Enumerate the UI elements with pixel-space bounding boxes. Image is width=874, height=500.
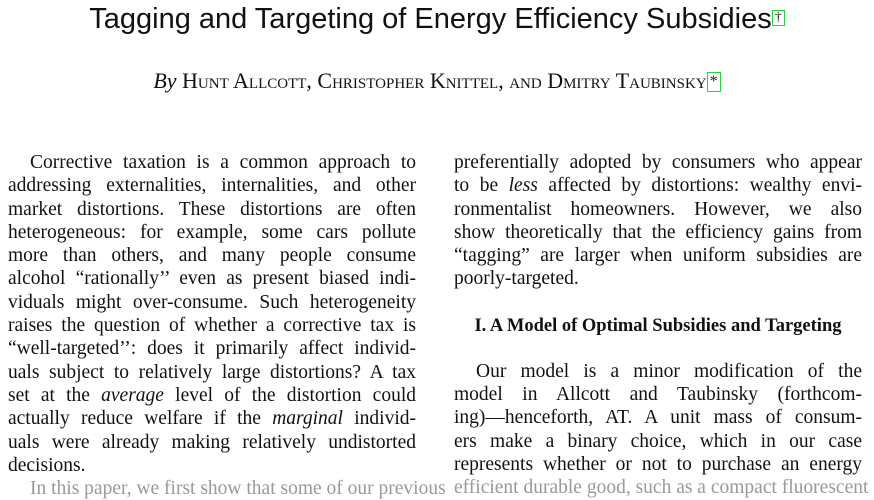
intro-paragraph — [8, 151, 446, 500]
paper-title — [0, 0, 874, 38]
text-line-partial: efficient durable good, such as a compact fluorescent — [454, 477, 869, 499]
text-line: model in Allcott and Taubinsky (forthcom- — [454, 384, 862, 406]
text-line: show theoretically that the efficiency gains from — [454, 221, 862, 243]
text-line: ronmentalist homeowners. However, we also — [454, 198, 862, 220]
text-line: uals were already making relatively undistorted — [8, 431, 416, 453]
model-paragraph — [454, 360, 869, 500]
text-line: ers make a binary choice, which in our case — [454, 430, 862, 452]
text-line-less: to be less affected by distortions: wealthy envi- — [454, 175, 863, 197]
text-line: Corrective taxation is a common approach to — [30, 152, 416, 173]
text-line: viduals might over-consume. Such heterogeneity — [8, 291, 416, 313]
text-line: preferentially adopted by consumers who appear — [454, 152, 862, 173]
text-line: heterogeneous: for example, some cars pollute — [8, 221, 416, 243]
text-line: ing)—henceforth, AT. A unit mass of consum- — [454, 407, 862, 429]
text-line: addressing externalities, internalities, and other — [8, 175, 416, 197]
continued-paragraph — [454, 151, 862, 291]
text-line: alcohol “rationally’’ even as present biased indi- — [8, 268, 416, 290]
text-line: market distortions. These distortions are often — [8, 198, 416, 220]
text-line: more than others, and many people consume — [8, 245, 416, 267]
title-footnote-marker[interactable]: † — [772, 10, 785, 26]
emphasis: less — [508, 175, 538, 197]
text-line: represents whether or not to purchase an energy — [454, 453, 862, 475]
byline-prefix: By — [153, 68, 177, 93]
text-line-partial: In this paper, we first show that some of our previous — [30, 478, 446, 500]
emphasis: average — [101, 384, 164, 406]
author-footnote-marker[interactable]: * — [707, 72, 721, 92]
author-names: Hunt Allcott, Christopher Knittel, and Dmitry Taubinsky — [182, 68, 707, 93]
text-line: “tagging” are larger when uniform subsidies are — [454, 245, 862, 267]
author-byline — [0, 66, 874, 96]
text-line-marginal: actually reduce welfare if the marginal individ- — [8, 408, 416, 430]
section-heading: I. A Model of Optimal Subsidies and Targeting — [474, 315, 842, 336]
text-line: uals subject to relatively large distortions? A tax — [8, 361, 416, 383]
paper-title-text: Tagging and Targeting of Energy Efficiency Subsidies — [89, 3, 772, 35]
text-line: “well-targeted’’: does it primarily affect individ- — [8, 338, 416, 360]
emphasis: marginal — [272, 408, 343, 430]
text-line: decisions. — [8, 454, 86, 476]
text-line: poorly-targeted. — [454, 268, 579, 290]
left-column — [8, 151, 446, 500]
text-line: Our model is a minor modification of the — [476, 360, 862, 382]
text-line-average: set at the average level of the distortion could — [8, 384, 416, 406]
text-line: raises the question of whether a corrective tax is — [8, 315, 416, 337]
right-column — [454, 151, 869, 500]
